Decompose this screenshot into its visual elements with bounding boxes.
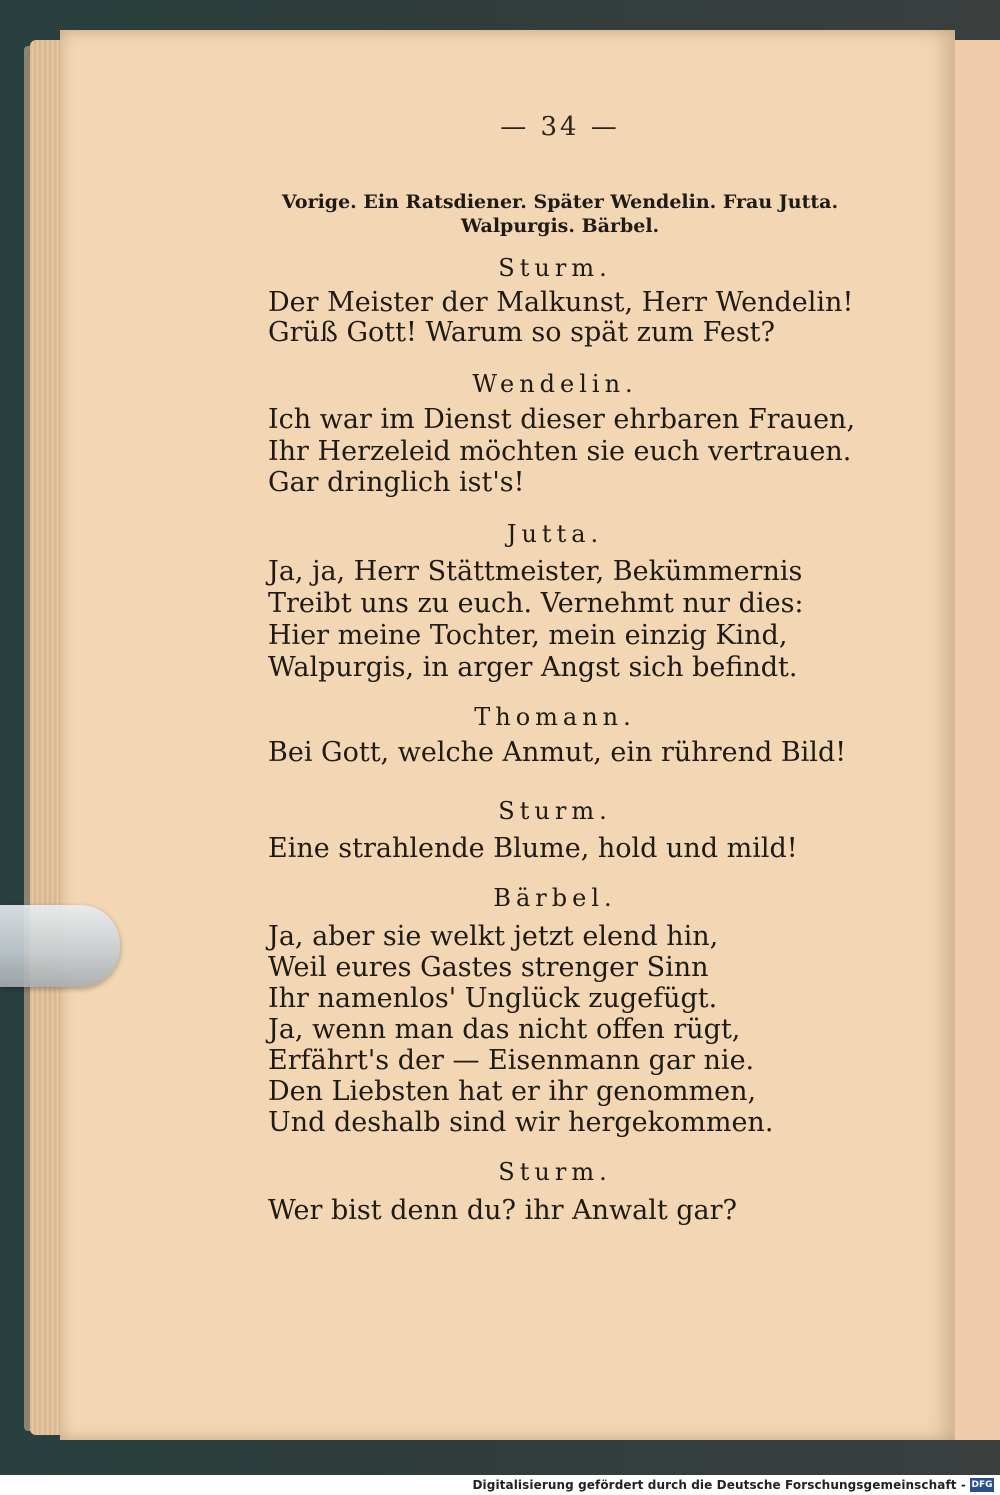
speaker-name: Sturm.: [498, 1158, 612, 1186]
verse-line: Ich war im Dienst dieser ehrbaren Frauen,: [268, 404, 856, 435]
verse-line: Walpurgis, in arger Angst sich befindt.: [268, 652, 798, 683]
dfg-logo: DFG: [971, 1480, 993, 1490]
verse-line: Wer bist denn du? ihr Anwalt gar?: [268, 1195, 738, 1226]
speaker-name: Bärbel.: [493, 884, 617, 912]
verse-line: Bei Gott, welche Anmut, ein rührend Bild!: [268, 737, 847, 768]
book-page: [60, 30, 955, 1440]
verse-line: Eine strahlende Blume, hold und mild!: [268, 833, 798, 864]
verse-line: Und deshalb sind wir hergekommen.: [268, 1107, 774, 1138]
verse-line: Grüß Gott! Warum so spät zum Fest?: [268, 317, 776, 348]
speaker-name: Wendelin.: [472, 370, 638, 398]
speaker-name: Sturm.: [498, 254, 612, 282]
verse-line: Den Liebsten hat er ihr genommen,: [268, 1076, 757, 1107]
speaker-name: Sturm.: [498, 797, 612, 825]
verse-line: Der Meister der Malkunst, Herr Wendelin!: [268, 287, 854, 318]
funding-notice: Digitalisierung gefördert durch die Deutsche Forschungsgemeinschaft -: [472, 1478, 966, 1492]
stage-direction-line: Walpurgis. Bärbel.: [460, 215, 660, 237]
verse-line: Hier meine Tochter, mein einzig Kind,: [268, 620, 788, 651]
page-clip-tab: [0, 905, 120, 987]
verse-line: Erfährt's der — Eisenmann gar nie.: [268, 1045, 755, 1076]
verse-line: Weil eures Gastes strenger Sinn: [268, 952, 709, 983]
stage-direction: [260, 190, 860, 238]
speaker-name: Jutta.: [506, 520, 604, 548]
speaker-name: Thomann.: [474, 703, 636, 731]
verse-line: Ja, aber sie welkt jetzt elend hin,: [268, 921, 719, 952]
verse-line: Ja, wenn man das nicht offen rügt,: [268, 1014, 741, 1045]
verse-line: Ihr namenlos' Unglück zugefügt.: [268, 983, 718, 1014]
verse-line: Ja, ja, Herr Stättmeister, Bekümmernis: [268, 556, 803, 587]
verse-line: Ihr Herzeleid möchten sie euch vertrauen.: [268, 436, 852, 467]
verse-line: Treibt uns zu euch. Vernehmt nur dies:: [268, 588, 804, 619]
stage-direction-line: Vorige. Ein Ratsdiener. Später Wendelin. Frau Jutta.: [281, 191, 839, 213]
page-number: — 34 —: [500, 112, 620, 142]
verse-line: Gar dringlich ist's!: [268, 467, 525, 498]
